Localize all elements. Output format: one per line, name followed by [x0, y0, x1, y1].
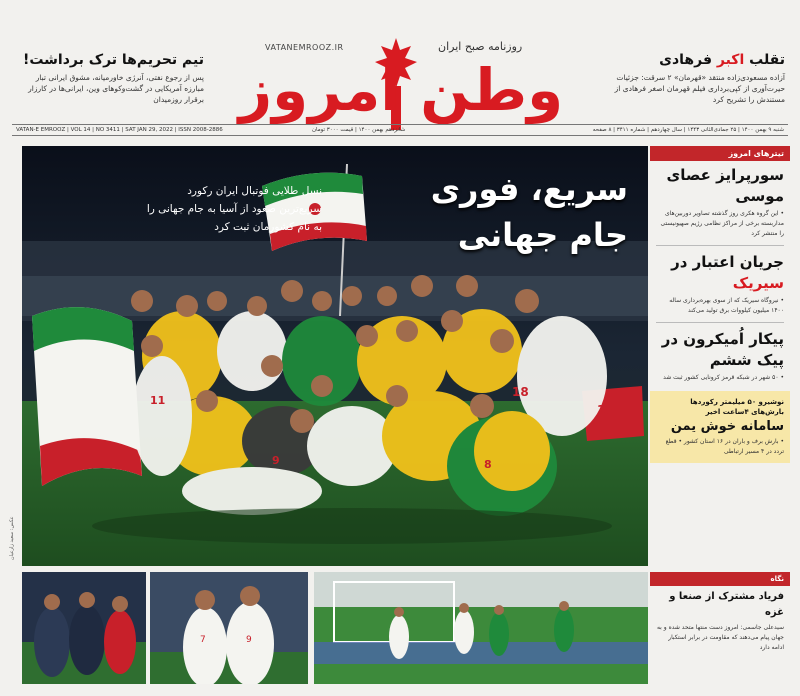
sidebar-item-headline-red: سیریک [732, 274, 784, 292]
divider [656, 322, 784, 323]
commentary-text: سیدعلی جاسمی: امروز دست منتها متحد شده و به جهان پیام می‌دهند که مقاومت در برابر استکبار ادامه دارد [656, 624, 784, 651]
left-story-headline: تیم تحریم‌ها ترک برداشت! [22, 52, 204, 68]
hero-headline: سریع، فوری جام جهانی [430, 170, 628, 254]
svg-text:9: 9 [246, 635, 252, 645]
sidebar-item-text: • ۵۰ شهر در شبکه قرمز کرونایی کشور ثبت شد [663, 374, 784, 381]
sidebar-headlines [650, 146, 790, 566]
commentary-tag: نگاه [650, 572, 790, 586]
divider [656, 245, 784, 246]
hero-photo[interactable] [22, 146, 648, 566]
thumb-photo-goal[interactable] [314, 572, 648, 684]
logo-text: وطن امروز [238, 56, 564, 124]
svg-text:7: 7 [200, 635, 206, 645]
issue-info-persian: شنبه ۹ بهمن ۱۴۰۰ | ۲۵ جمادی‌الثانی ۱۴۴۳ | سال چهاردهم | شماره ۳۴۱۱ | ۸ صفحه [592, 127, 784, 133]
svg-text:9: 9 [272, 454, 280, 467]
sidebar-item[interactable] [650, 161, 790, 243]
bottom-commentary[interactable] [650, 572, 790, 684]
right-story[interactable] [600, 52, 785, 105]
weather-kicker: نوشیرو ۵۰ میلیمتر رکوردها بارش‌های ۴ساعت اخیر [690, 398, 784, 416]
photo-credit: عکس: سعید زارعیان [9, 516, 15, 560]
thumb-photo-fans-illustration [22, 572, 146, 684]
left-story-text: پس از رجوع نفتی، آنرژی خاورمیانه، مشوق ایرانی تبار مبارزه آمریکایی در گشت‌وکوهای وین، ایرانی‌ها در کارزار برقرار روزمیدان [28, 73, 204, 104]
left-story[interactable] [14, 52, 204, 105]
right-story-headline [600, 52, 785, 68]
sidebar-item-headline: سورپرایز عصای موسی [666, 166, 784, 205]
svg-text:8: 8 [484, 458, 492, 471]
weather-headline: سامانه خوش یمن [670, 419, 784, 434]
tagline: روزنامه صبح ایران [438, 40, 523, 53]
svg-text:11: 11 [150, 394, 166, 407]
sidebar-item-text: • این گروه هکری روز گذشته تصاویر دوربین‌های مداربسته برخی از مراکز نظامی رژیم صهیونیستی را منتشر کرد [660, 210, 784, 237]
commentary-headline: فریاد مشترک از صنعا و غزه [669, 591, 784, 618]
sidebar-tag: تیترهای امروز [650, 146, 790, 161]
sidebar-item[interactable] [650, 325, 790, 387]
right-story-text: آزاده مسعودی‌زاده منتقد «قهرمان» ۲ سرقت: جزئیات حیرت‌آوری از کپی‌برداری فیلم قهرمان اصغر فرهادی از مستندش را تشریح کرد [614, 73, 785, 104]
issue-info-latin: VATAN-E EMROOZ | VOL 14 | NO 3411 | SAT JAN 29, 2022 | ISSN 2008-2886 [16, 127, 223, 133]
sidebar-item-headline-text: جریان اعتبار در [671, 253, 784, 271]
sidebar-item-text: • نیروگاه سیریک که از سوی بهره‌برداری ساله ۱۴۰۰ میلیون کیلووات برق تولید می‌کند [669, 297, 784, 314]
thumb-photo-fans[interactable] [22, 572, 146, 684]
svg-text:17: 17 [597, 403, 614, 417]
issue-info-bar [12, 124, 788, 136]
masthead [0, 0, 800, 124]
right-headline-red: اکبر [716, 52, 745, 68]
sidebar-item-headline: پیکار اُمیکرون در پیک ششم [661, 330, 784, 369]
hero-subheadline: نسل طلایی فوتبال ایران رکورد سریع‌ترین صعود از آسیا به جام جهانی را به نام کشورمان ثبت کرد [146, 185, 322, 233]
svg-text:18: 18 [512, 385, 529, 399]
site-url: VATANEMROOZ.IR [265, 43, 344, 52]
thumb-photo-players-illustration [150, 572, 308, 684]
sidebar-item[interactable] [650, 248, 790, 320]
right-headline-prefix: تقلب [744, 52, 785, 68]
thumb-photo-players[interactable] [150, 572, 308, 684]
thumb-photo-goal-illustration [314, 572, 648, 684]
weather-box[interactable] [650, 391, 790, 463]
weather-text: • بارش برف و باران در ۱۶ استان کشور • قطع تردد در ۴ مسیر ارتباطی [665, 438, 784, 455]
issue-info-middle: شانزدهم بهمن ۱۴۰۰ | قیمت ۳۰۰۰ تومان [312, 127, 406, 133]
sidebar-item-headline [656, 252, 784, 294]
right-headline-suffix: فرهادی [659, 52, 717, 68]
